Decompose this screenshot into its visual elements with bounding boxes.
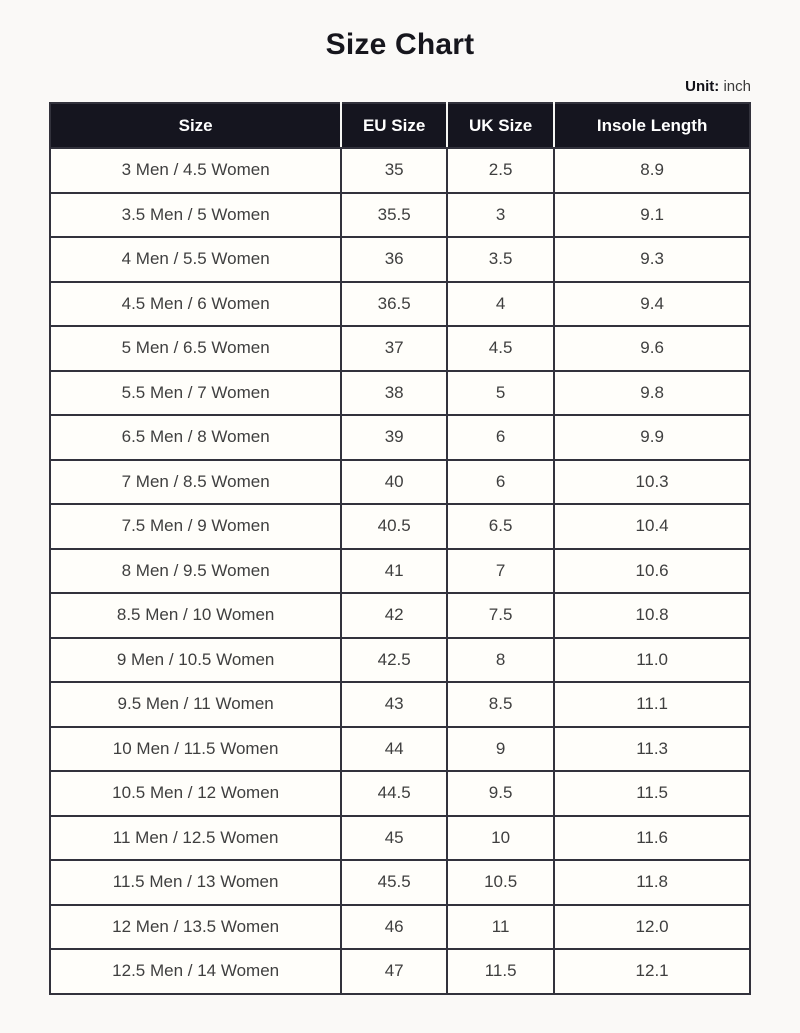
table-row — [50, 371, 750, 416]
table-cell: 9.5 — [447, 771, 554, 816]
table-cell: 11.5 — [554, 771, 750, 816]
table-cell: 11.5 Men / 13 Women — [50, 860, 341, 905]
table-body — [50, 148, 750, 994]
table-cell: 47 — [341, 949, 447, 994]
table-cell: 4.5 — [447, 326, 554, 371]
column-header-insole-length: Insole Length — [554, 103, 750, 148]
table-cell: 12.1 — [554, 949, 750, 994]
table-cell: 4 Men / 5.5 Women — [50, 237, 341, 282]
table-cell: 8 Men / 9.5 Women — [50, 549, 341, 594]
table-row — [50, 504, 750, 549]
size-chart-table — [49, 102, 751, 995]
table-cell: 7.5 — [447, 593, 554, 638]
table-row — [50, 193, 750, 238]
table-cell: 9.8 — [554, 371, 750, 416]
table-cell: 35 — [341, 148, 447, 193]
table-cell: 39 — [341, 415, 447, 460]
table-cell: 42 — [341, 593, 447, 638]
table-cell: 8.9 — [554, 148, 750, 193]
table-cell: 12.0 — [554, 905, 750, 950]
table-cell: 9.6 — [554, 326, 750, 371]
table-cell: 11.8 — [554, 860, 750, 905]
table-row — [50, 148, 750, 193]
table-cell: 10.6 — [554, 549, 750, 594]
table-cell: 11.0 — [554, 638, 750, 683]
table-cell: 11 Men / 12.5 Women — [50, 816, 341, 861]
table-row — [50, 860, 750, 905]
table-cell: 6 — [447, 415, 554, 460]
column-header-eu-size: EU Size — [341, 103, 447, 148]
table-row — [50, 460, 750, 505]
table-cell: 3.5 — [447, 237, 554, 282]
table-cell: 10.5 — [447, 860, 554, 905]
table-cell: 5 Men / 6.5 Women — [50, 326, 341, 371]
table-cell: 9.3 — [554, 237, 750, 282]
table-cell: 9.4 — [554, 282, 750, 327]
table-row — [50, 816, 750, 861]
table-row — [50, 415, 750, 460]
table-row — [50, 549, 750, 594]
page-title: Size Chart — [325, 28, 475, 61]
unit-value: inch — [723, 78, 751, 95]
table-cell: 3.5 Men / 5 Women — [50, 193, 341, 238]
table-cell: 9 Men / 10.5 Women — [50, 638, 341, 683]
table-cell: 4 — [447, 282, 554, 327]
table-cell: 11.1 — [554, 682, 750, 727]
table-row — [50, 682, 750, 727]
table-cell: 7 Men / 8.5 Women — [50, 460, 341, 505]
table-cell: 3 — [447, 193, 554, 238]
table-cell: 6.5 Men / 8 Women — [50, 415, 341, 460]
table-cell: 41 — [341, 549, 447, 594]
table-cell: 35.5 — [341, 193, 447, 238]
table-cell: 10.4 — [554, 504, 750, 549]
table-cell: 2.5 — [447, 148, 554, 193]
table-cell: 45.5 — [341, 860, 447, 905]
unit-label: Unit: — [685, 78, 720, 95]
table-row — [50, 905, 750, 950]
unit-note — [49, 78, 751, 95]
table-row — [50, 727, 750, 772]
table-cell: 10.3 — [554, 460, 750, 505]
table-cell: 9.1 — [554, 193, 750, 238]
table-cell: 7 — [447, 549, 554, 594]
table-cell: 36 — [341, 237, 447, 282]
table-cell: 4.5 Men / 6 Women — [50, 282, 341, 327]
table-cell: 37 — [341, 326, 447, 371]
table-cell: 38 — [341, 371, 447, 416]
table-cell: 12 Men / 13.5 Women — [50, 905, 341, 950]
table-cell: 36.5 — [341, 282, 447, 327]
table-row — [50, 282, 750, 327]
table-cell: 9.9 — [554, 415, 750, 460]
table-cell: 10.5 Men / 12 Women — [50, 771, 341, 816]
table-row — [50, 949, 750, 994]
table-cell: 9 — [447, 727, 554, 772]
table-cell: 6 — [447, 460, 554, 505]
table-cell: 11.6 — [554, 816, 750, 861]
table-cell: 8.5 Men / 10 Women — [50, 593, 341, 638]
table-cell: 46 — [341, 905, 447, 950]
table-cell: 11.3 — [554, 727, 750, 772]
table-cell: 6.5 — [447, 504, 554, 549]
table-cell: 10 Men / 11.5 Women — [50, 727, 341, 772]
table-cell: 44 — [341, 727, 447, 772]
table-cell: 8 — [447, 638, 554, 683]
table-row — [50, 638, 750, 683]
table-cell: 12.5 Men / 14 Women — [50, 949, 341, 994]
table-row — [50, 593, 750, 638]
table-header-row — [50, 103, 750, 148]
table-cell: 3 Men / 4.5 Women — [50, 148, 341, 193]
table-cell: 7.5 Men / 9 Women — [50, 504, 341, 549]
table-cell: 10.8 — [554, 593, 750, 638]
table-cell: 43 — [341, 682, 447, 727]
table-row — [50, 326, 750, 371]
column-header-uk-size: UK Size — [447, 103, 554, 148]
table-cell: 10 — [447, 816, 554, 861]
table-cell: 42.5 — [341, 638, 447, 683]
table-cell: 40 — [341, 460, 447, 505]
table-cell: 40.5 — [341, 504, 447, 549]
table-row — [50, 237, 750, 282]
table-cell: 5.5 Men / 7 Women — [50, 371, 341, 416]
column-header-size: Size — [50, 103, 341, 148]
table-cell: 11.5 — [447, 949, 554, 994]
table-cell: 45 — [341, 816, 447, 861]
table-cell: 44.5 — [341, 771, 447, 816]
table-cell: 9.5 Men / 11 Women — [50, 682, 341, 727]
table-row — [50, 771, 750, 816]
table-cell: 5 — [447, 371, 554, 416]
table-cell: 8.5 — [447, 682, 554, 727]
table-cell: 11 — [447, 905, 554, 950]
